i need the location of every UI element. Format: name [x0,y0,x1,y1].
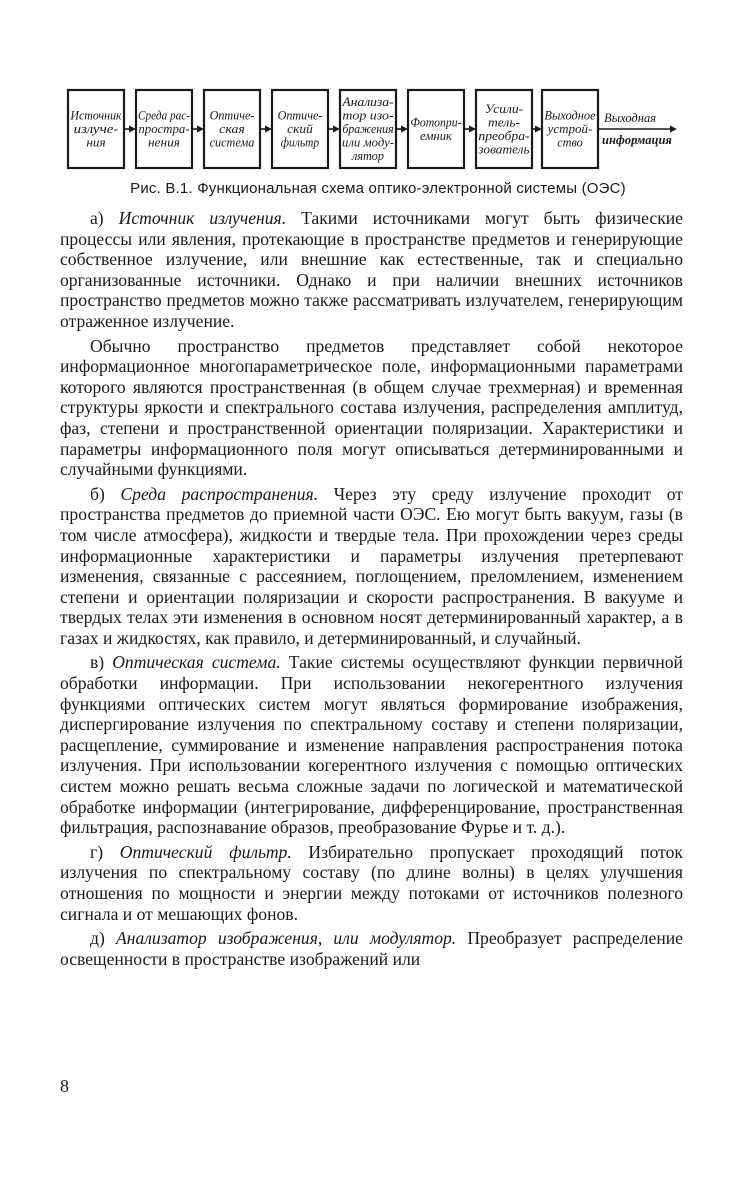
block-label-line: устрой- [545,122,593,136]
block-label-line: ство [557,135,583,150]
block-label-line: Выходное [544,108,597,123]
term: Анализатор изображения, или модулятор. [115,928,457,949]
diagram-block [340,90,396,168]
paragraph-medium: б) Среда распространения. Через эту среду излучение проходит от пространства предметов до приемной части ОЭС. Ею могут быть вакуум, газы (в том числе атмосфера), жидкости и твердые тела. При прохождении через среды информационные характеристики и параметры излучения претерпевают изменения, связанные с рассеянием, поглощением, преломлением, изменением степени и ориентации поляризации и скорости распространения. В вакууме и твердых телах эти изменения в основном носят детерминированный характер, а в газах и жидкостях, как правило, и детерминированный, и случайный. [60,483,683,648]
arrow [192,126,204,133]
diagram-block [408,90,464,168]
paragraph-analyzer: д) Анализатор изображения, или модулятор. Преобразует распределение освещенности в пространстве изображений или [60,928,683,969]
arrow [396,126,408,133]
block-label-line: бражения [342,122,394,136]
output-label-line: информация [602,133,672,147]
body-text [60,208,683,969]
diagram-block [272,90,328,168]
diagram-block [68,90,124,168]
arrow [464,126,476,133]
term: Оптический фильтр. [119,841,292,862]
functional-block-diagram [62,84,692,174]
page-number: 8 [60,1076,69,1096]
figure-caption: Рис. В.1. Функциональная схема оптико-электронной системы (ОЭС) [130,180,626,197]
diagram-block [542,90,598,168]
arrow [260,126,272,133]
block-label-line: Анализа- [341,95,394,109]
diagram-block [476,90,532,168]
block-label-line: Среда рас- [138,108,190,123]
block-label-line: Оптиче- [209,108,255,123]
term: Среда распространения. [120,483,319,504]
block-label-line: излуче- [73,122,119,136]
diagram-canvas [62,84,692,174]
arrow [124,126,136,133]
block-label-line: преобра- [478,128,530,143]
block-label-line: или моду- [342,135,394,150]
paragraph-optical-system: в) Оптическая система. Такие системы осуществляют функции первичной обработки информации. При использовании некогерентного излучения функциями оптических систем могут являться формирование изображения, диспергирование излучения по спектральному составу и степени поляризации, расщепление, суммирование и изменение направления распространения потока излучения. При использовании когерентного излучения с помощью оптических систем можно решать весьма сложные задачи по логической и математической обработке информации (интегрирование, дифференцирование, пространственная фильтрация, распознавание образов, преобразование Фурье и т. д.). [60,652,683,838]
paragraph-optical-filter: г) Оптический фильтр. Избирательно пропускает проходящий поток излучения по спектральному составу (по длине волны) в целях улучшения отношения по мощности и энергии между потоками от источников полезного сигнала и от мешающих фонов. [60,841,683,924]
diagram-block [136,90,192,168]
arrow [328,126,340,133]
block-label-line: тор изо- [342,108,394,123]
block-label-line: ский [287,122,314,136]
paragraph-object-space: Обычно пространство предметов представляет собой некоторое информационное многопараметрическое поле, информационными параметрами которого являются пространственная (в общем случае трехмерная) и временная структуры яркости и спектрального состава излучения, распределения амплитуд, фаз, степени и пространственной ориентации поляризации. Характеристики и параметры информационного поля могут описываться детерминированными и случайными функциями. [60,335,683,480]
term: Оптическая система. [112,652,281,673]
block-label-line: зователь [477,142,530,157]
output-label-line: Выходная [604,111,657,125]
paragraph-source: а) Источник излучения. Такими источниками могут быть физические процессы или явления, протекающие в пространстве предметов и генерирующие собственное излучение, или внешние как естественные, так и специально организованные источники. Однако и при наличии внешних источников пространство предметов можно также рассматривать излучателем, генерирующим отраженное излучение. [60,208,683,331]
block-label-line: система [209,135,255,150]
block-label-line: лятор [351,149,384,163]
block-label-line: ния [86,135,106,150]
arrow [598,126,677,133]
term: Источник излучения. [118,208,287,228]
block-label-line: простра- [138,122,190,136]
block-label-line: Источник [69,108,122,123]
block-label-line: фильтр [280,135,320,150]
block-label-line: Фотопри- [410,115,462,130]
block-label-line: нения [148,135,181,150]
block-label-line: Усили- [484,101,524,116]
block-label-line: емник [420,128,453,143]
diagram-block [204,90,260,168]
arrow [532,126,542,133]
block-label-line: тель- [488,115,520,130]
block-label-line: Оптиче- [277,108,323,123]
block-label-line: ская [219,122,245,136]
